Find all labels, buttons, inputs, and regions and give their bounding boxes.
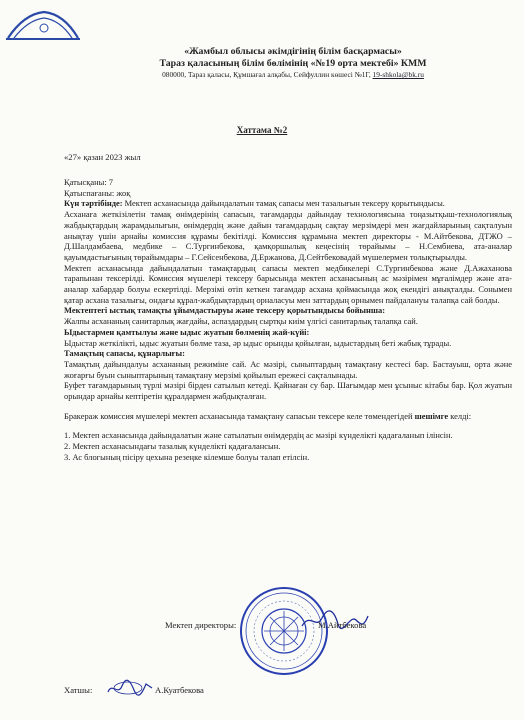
decision-list — [64, 430, 512, 462]
attended-count: Қатысқаны: 7 — [64, 177, 113, 187]
agenda — [64, 198, 512, 209]
decision-text-1: Бракераж комиссия мүшелері мектеп асханасында тамақтану сапасын тексере келе төмендегідей — [64, 410, 415, 421]
header-address — [70, 70, 516, 79]
address-text: 080000, Тараз қаласы, Құмшағал алқабы, Сейфуллин көшесі №1Г, — [162, 70, 371, 79]
section-hot-meals-text: Жалпы асхананың санитарлық жағдайы, аспаздардың сыртқы киім үлгісі санитарлық талапқа сай. — [64, 316, 418, 327]
agenda-text: Мектеп асханасында дайындалатын тамақ сапасы мен тазалығын тексеру қорытындысы. — [122, 198, 445, 209]
secretary-name: А.Куатбекова — [155, 685, 204, 695]
agenda-label: Күн тәртібінде: — [64, 198, 123, 209]
header-line-2: Тараз қаласының білім бөлімінің «№19 орта мектебі» КММ — [159, 58, 427, 69]
director-label: Мектеп директоры: — [165, 620, 237, 630]
section-hot-meals-heading: Мектептегі ыстық тамақты ұйымдастыруы және тексеру қорытындысы бойынша: — [64, 305, 386, 316]
section-dishes-text: Ыдыстар жеткілікті, ыдыс жуатын бөлме таза, әр ыдыс орынды қойылған, ыдыстардың беті жабық тұрады. — [64, 337, 452, 348]
document-title: Хаттама №2 — [236, 125, 288, 135]
absent-count: Қатыспағаны: жоқ — [64, 187, 131, 198]
section-quality-heading: Тамақтың сапасы, құнарлығы: — [64, 348, 185, 359]
section-dishes-heading: Ыдыстармен қамтылуы және ыдыс жуатын бөлменің жай-күйі: — [64, 326, 310, 337]
header-line-1: «Жамбыл облысы әкімдігінің білім басқармасы» — [184, 46, 402, 57]
decision-item: 2. Мектеп асханасындағы тазалық күнделікті қадағалансын. — [64, 441, 281, 452]
document-body — [64, 177, 512, 463]
section-quality-text-2: Буфет тағамдарының түрлі мәзірі бірден сатылып кетеді. Қайнаған су бар. Шағымдар мен ұсыныс кітабы бар. Қол жуатын орындар арнайы кептіретін құралдармен жабдықталған. — [64, 380, 512, 402]
decision-bold: шешімге — [414, 410, 449, 421]
decision-item: 3. Ас блогының пісіру цехына резеңке кілемше болуы талап етілсін. — [64, 451, 310, 462]
paragraph-commission: Асханаға жеткізілетін тамақ өнімдерінің сапасын, тағамдарды дайындау технологиясына тоңазытқыш-технологиялық жабдықтардың жарамдылығын, өнімдердің және дайын тағамдардың сақтау мерзімдері мен жағдайларының сақталуын анықтау үшін арнайы комиссия құрамы бекітілді. Комиссия құрамына мектеп директоры - М.Айтбекова, ДТЖО – Д.Шалдамбаева, медбике – С.Тургинбекова, қамқоршылық кеңесінің төрайымы – Н.Сембиева, ата-аналар қауымдастығының төрайымдары – Г.Сейсенбекова, Д.Ержанова, Д.Сейтбековадай мүшелермен толықтырылды. — [64, 209, 512, 262]
decision-intro — [64, 411, 512, 422]
director-name: М.Айтбекова — [318, 620, 367, 630]
section-quality-text-1: Тамақтың дайындалуы асхананың режиміне сай. Ас мәзірі, сыныптардың тамақтану кестесі бар. Бастауыш, орта және жоғарғы буын сыныптарының тамақтану мерзімі қойылып ережесі сақталынады. — [64, 358, 512, 380]
paragraph-inspection: Мектеп асханасында дайындалатын тамақтардың сапасы мектеп медбикелері С.Тургинбекова және Д.Ажаханова тарапынан тексерілді. Комиссия мүшелері тексеру барысында мектеп асханасының ас мәзірімен мұғалімдер және ата-аналар хабардар болуы ескертілді. Мерзімі өтіп кеткен тағамдар асхана қоймасында жоқ екендігі анықталды. Сонымен қатар асхана тазалығы, ондағы құрал-жабдықтардың орналасуы мен заттардың орнымен пайдалануы талапқа сай болды. — [64, 262, 512, 305]
decision-item: 1. Мектеп асханасында дайындалатын және сатылатын өнімдердің ас мәзірі күнделікті қадағаланып ілінсін. — [64, 430, 453, 441]
school-logo-icon — [4, 8, 82, 42]
email-link[interactable]: 19-shkola@bk.ru — [372, 70, 424, 79]
secretary-signature-icon — [106, 678, 154, 698]
secretary-label: Хатшы: — [64, 685, 93, 695]
document-date: «27» қазан 2023 жыл — [64, 152, 141, 162]
decision-text-2: келді: — [448, 410, 472, 421]
